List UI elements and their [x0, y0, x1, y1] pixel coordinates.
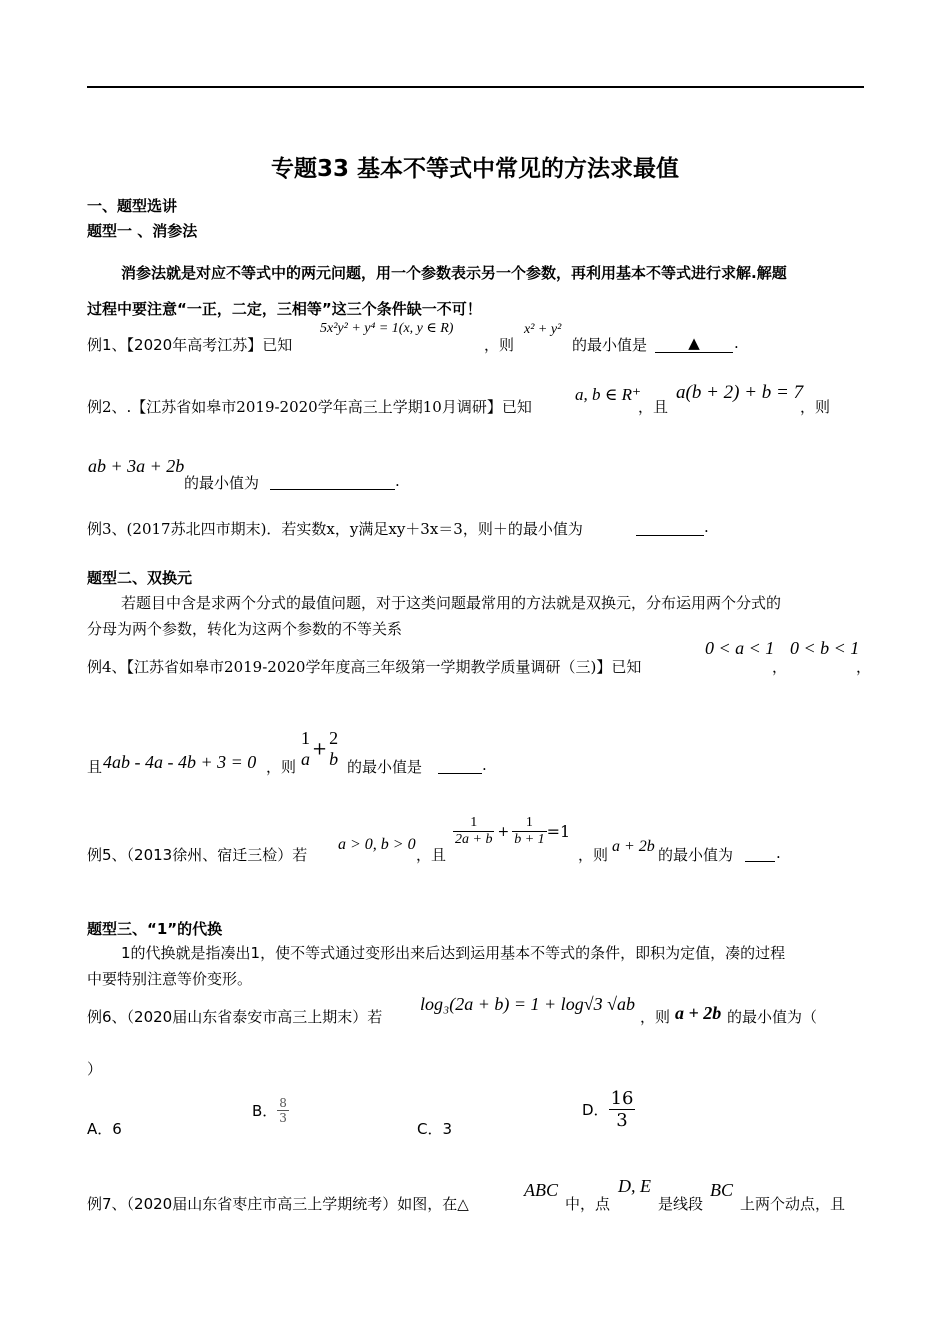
- section-heading: 一、题型选讲: [87, 197, 178, 215]
- type1-desc-line2: 过程中要注意“一正，二定，三相等”这三个条件缺一不可！: [87, 300, 482, 318]
- ex1-ask: 的最小值是: [572, 336, 648, 354]
- ex6-condition: log₃(2a + b) = 1 + log√3 √ab: [420, 994, 635, 1014]
- ex4-cond2: 0 < b < 1: [790, 638, 860, 658]
- ex3-end: .: [704, 518, 709, 536]
- ex3-answer-blank: [636, 518, 704, 536]
- ex5-ask: 的最小值为: [658, 846, 734, 864]
- ex6-option-b[interactable]: B． $\frac{8}{3}$: [252, 1096, 287, 1125]
- ex4-then: ，则: [266, 758, 297, 776]
- ex5-frac1: $\frac{1}{2a + b}$: [455, 815, 493, 847]
- ex4-cond3: 4ab - 4a - 4b + 3 = 0: [103, 752, 257, 772]
- type3-desc-line1: 1的代换就是指凑出1，使不等式通过变形出来后达到运用基本不等式的条件，即积为定值，凑的过程: [121, 944, 786, 962]
- ex2-ask: 的最小值为: [184, 474, 260, 492]
- ex1-condition: 5x²y² + y⁴ = 1(x, y ∈ R): [320, 321, 454, 336]
- ex4-and: 且: [87, 758, 103, 776]
- ex5-label: 例5、（2013徐州、宿迁三检）若: [87, 846, 308, 864]
- ex5-then: ，则: [578, 846, 609, 864]
- type1-desc-line1: 消参法就是对应不等式中的两元问题，用一个参数表示另一个参数，再利用基本不等式进行求解.解题: [121, 264, 787, 282]
- ex6-option-c[interactable]: C．3: [417, 1120, 453, 1138]
- ex4-comma: ，: [856, 658, 872, 676]
- ex7-tail: 上两个动点，且: [740, 1195, 846, 1213]
- ex5-and: ，且: [416, 846, 447, 864]
- ex4-frac2: 2 b: [329, 728, 339, 769]
- type2-desc-line2: 分母为两个参数，转化为这两个参数的不等关系: [87, 620, 403, 638]
- ex7-label: 例7、（2020届山东省枣庄市高三上学期统考）如图，在△: [87, 1195, 469, 1213]
- ex5-end: .: [776, 844, 781, 862]
- ex4-sep: ，: [772, 658, 788, 676]
- ex4-fraction-expression: 1 a + 2 b: [301, 728, 339, 769]
- ex1-then: ，则: [484, 336, 515, 354]
- ex3-text: 例3、(2017苏北四市期末)．若实数x，y满足xy＋3x＝3，则＋的最小值为: [87, 520, 583, 538]
- ex6-option-a[interactable]: A．6: [87, 1120, 122, 1138]
- ex4-label: 例4、【江苏省如皋市2019-2020学年度高三年级第一学期教学质量调研（三)】已知: [87, 658, 642, 676]
- ex2-cond1: a, b ∈ R⁺: [575, 385, 641, 404]
- ex4-answer-blank: [438, 756, 482, 774]
- ex4-frac1: 1 a: [301, 728, 310, 769]
- ex6-close: ）: [87, 1060, 103, 1078]
- ex1-answer-blank: [655, 334, 733, 353]
- ex1-end: .: [734, 334, 739, 352]
- ex2-answer-blank: [270, 472, 395, 490]
- ex5-cond1: a > 0, b > 0: [338, 836, 416, 853]
- ex6-option-d[interactable]: D． $\frac{16}{3}$: [582, 1088, 634, 1131]
- ex2-expression: ab + 3a + 2b: [88, 456, 185, 476]
- ex5-frac2: $\frac{1}{b + 1}$: [514, 815, 545, 847]
- answer-triangle-icon: ▲: [688, 334, 700, 352]
- ex2-cond2: a(b + 2) + b = 7: [676, 382, 804, 403]
- ex5-fraction-expression: $\frac{1}{2a + b}$ + $\frac{1}{b + 1}$ =1: [455, 815, 571, 847]
- type3-heading: 题型三、“1”的代换: [87, 920, 223, 938]
- ex5-answer-blank: [745, 844, 775, 862]
- ex6-ask: 的最小值为（: [727, 1008, 818, 1026]
- page-title: 专题33 基本不等式中常见的方法求最值: [270, 156, 679, 182]
- ex6-then: ，则: [640, 1008, 671, 1026]
- ex6-expression: a + 2b: [675, 1003, 722, 1023]
- ex6-label: 例6、（2020届山东省泰安市高三上期末）若: [87, 1008, 383, 1026]
- ex7-points: D, E: [618, 1176, 651, 1196]
- ex1-label: 例1、【2020年高考江苏】已知: [87, 336, 293, 354]
- ex4-cond1: 0 < a < 1: [705, 638, 775, 658]
- type2-heading: 题型二、双换元: [87, 569, 193, 587]
- ex2-and: ，且: [638, 398, 669, 416]
- type2-desc-line1: 若题目中含是求两个分式的最值问题，对于这类问题最常用的方法就是双换元，分布运用两个分式的: [121, 594, 782, 612]
- ex7-triangle: ABC: [524, 1180, 558, 1200]
- ex4-end: .: [482, 756, 487, 774]
- type1-heading: 题型一 、消参法: [87, 222, 198, 240]
- ex5-expression: a + 2b: [612, 838, 655, 855]
- ex2-end: .: [395, 472, 400, 490]
- ex2-label: 例2、.【江苏省如皋市2019-2020学年高三上学期10月调研】已知: [87, 398, 532, 416]
- ex2-then: ，则: [800, 398, 831, 416]
- ex7-line: BC: [710, 1180, 734, 1200]
- ex1-expression: x² + y²: [524, 322, 562, 337]
- type3-desc-line2: 中要特别注意等价变形。: [87, 970, 253, 988]
- ex7-mid: 中，点: [565, 1195, 611, 1213]
- ex4-ask: 的最小值是: [347, 758, 423, 776]
- ex7-seg: 是线段: [658, 1195, 704, 1213]
- header-rule: [87, 86, 864, 88]
